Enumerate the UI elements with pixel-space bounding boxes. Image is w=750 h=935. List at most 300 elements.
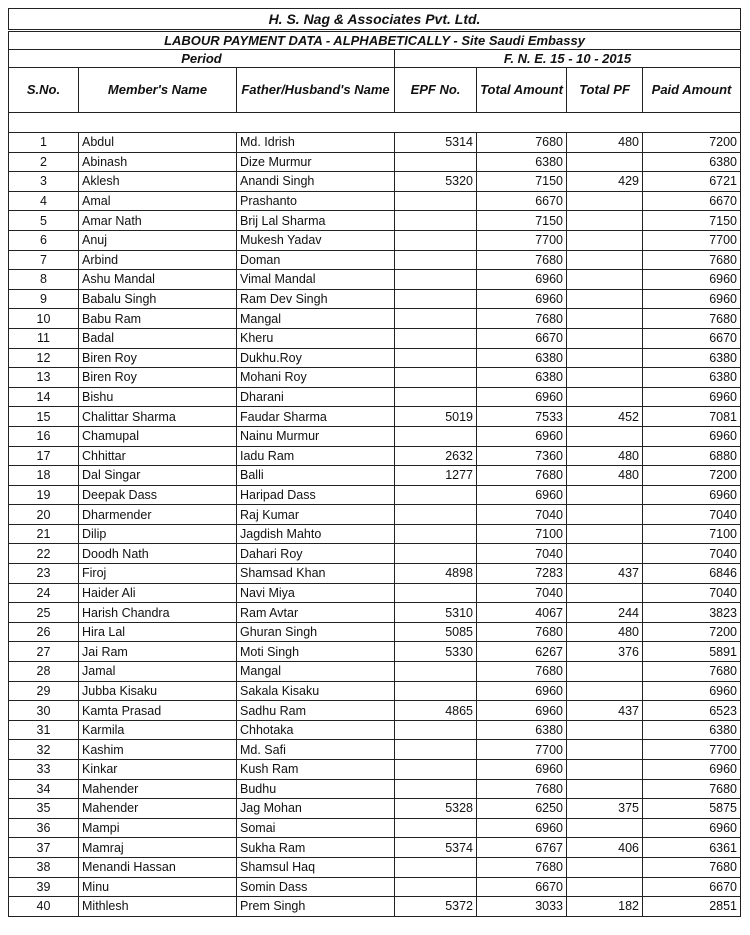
- cell-member-name: Chamupal: [79, 426, 237, 446]
- cell-total-pf: [567, 348, 643, 368]
- cell-total-pf: [567, 740, 643, 760]
- cell-member-name: Badal: [79, 328, 237, 348]
- cell-total-pf: [567, 368, 643, 388]
- cell-paid-amount: 6960: [643, 387, 741, 407]
- cell-father-name: Vimal Mandal: [237, 270, 395, 290]
- cell-epf-no: [395, 544, 477, 564]
- cell-epf-no: [395, 368, 477, 388]
- cell-total-amount: 6250: [477, 799, 567, 819]
- cell-father-name: Raj Kumar: [237, 505, 395, 525]
- cell-member-name: Bishu: [79, 387, 237, 407]
- cell-epf-no: [395, 877, 477, 897]
- cell-total-amount: 7150: [477, 172, 567, 192]
- table-row: [9, 779, 741, 799]
- cell-total-amount: 7680: [477, 309, 567, 329]
- cell-paid-amount: 6960: [643, 760, 741, 780]
- cell-total-pf: 375: [567, 799, 643, 819]
- cell-epf-no: [395, 387, 477, 407]
- cell-sno: 31: [9, 720, 79, 740]
- cell-sno: 12: [9, 348, 79, 368]
- cell-member-name: Mamraj: [79, 838, 237, 858]
- table-row: [9, 603, 741, 623]
- cell-total-amount: 6670: [477, 191, 567, 211]
- cell-epf-no: 5330: [395, 642, 477, 662]
- cell-total-pf: [567, 857, 643, 877]
- cell-father-name: Budhu: [237, 779, 395, 799]
- cell-paid-amount: 3823: [643, 603, 741, 623]
- cell-total-pf: [567, 270, 643, 290]
- cell-member-name: Babu Ram: [79, 309, 237, 329]
- cell-epf-no: [395, 191, 477, 211]
- cell-member-name: Dharmender: [79, 505, 237, 525]
- cell-father-name: Brij Lal Sharma: [237, 211, 395, 231]
- cell-sno: 16: [9, 426, 79, 446]
- cell-epf-no: 5085: [395, 622, 477, 642]
- cell-total-amount: 6380: [477, 720, 567, 740]
- cell-member-name: Ashu Mandal: [79, 270, 237, 290]
- cell-member-name: Chhittar: [79, 446, 237, 466]
- cell-total-amount: 7360: [477, 446, 567, 466]
- cell-father-name: Dize Murmur: [237, 152, 395, 172]
- cell-total-pf: 406: [567, 838, 643, 858]
- cell-sno: 25: [9, 603, 79, 623]
- cell-father-name: Haripad Dass: [237, 485, 395, 505]
- cell-epf-no: [395, 230, 477, 250]
- table-row: [9, 426, 741, 446]
- cell-sno: 28: [9, 662, 79, 682]
- cell-member-name: Dilip: [79, 524, 237, 544]
- table-row: [9, 133, 741, 153]
- cell-sno: 20: [9, 505, 79, 525]
- cell-sno: 4: [9, 191, 79, 211]
- cell-father-name: Kush Ram: [237, 760, 395, 780]
- cell-total-pf: 376: [567, 642, 643, 662]
- table-row: [9, 270, 741, 290]
- cell-total-amount: 7680: [477, 466, 567, 486]
- cell-father-name: Jag Mohan: [237, 799, 395, 819]
- cell-total-amount: 6767: [477, 838, 567, 858]
- cell-father-name: Md. Idrish: [237, 133, 395, 153]
- cell-paid-amount: 7040: [643, 505, 741, 525]
- table-row: [9, 838, 741, 858]
- cell-father-name: Navi Miya: [237, 583, 395, 603]
- cell-epf-no: [395, 289, 477, 309]
- table-row: [9, 446, 741, 466]
- table-row: [9, 328, 741, 348]
- cell-father-name: Ram Avtar: [237, 603, 395, 623]
- period-value: F. N. E. 15 - 10 - 2015: [395, 50, 741, 68]
- cell-total-amount: 7700: [477, 740, 567, 760]
- cell-total-pf: [567, 328, 643, 348]
- cell-sno: 13: [9, 368, 79, 388]
- cell-father-name: Chhotaka: [237, 720, 395, 740]
- cell-paid-amount: 6960: [643, 270, 741, 290]
- cell-sno: 34: [9, 779, 79, 799]
- cell-total-amount: 7680: [477, 133, 567, 153]
- table-row: [9, 544, 741, 564]
- cell-sno: 8: [9, 270, 79, 290]
- cell-total-pf: [567, 289, 643, 309]
- cell-paid-amount: 6670: [643, 191, 741, 211]
- cell-paid-amount: 6380: [643, 368, 741, 388]
- cell-member-name: Chalittar Sharma: [79, 407, 237, 427]
- cell-epf-no: 4898: [395, 564, 477, 584]
- cell-paid-amount: 7680: [643, 309, 741, 329]
- cell-epf-no: 5310: [395, 603, 477, 623]
- cell-total-pf: [567, 250, 643, 270]
- cell-sno: 38: [9, 857, 79, 877]
- cell-paid-amount: 7200: [643, 622, 741, 642]
- cell-total-amount: 7680: [477, 622, 567, 642]
- cell-father-name: Sadhu Ram: [237, 701, 395, 721]
- cell-paid-amount: 6880: [643, 446, 741, 466]
- column-header-row: [9, 68, 741, 113]
- cell-total-pf: [567, 230, 643, 250]
- cell-father-name: Shamsad Khan: [237, 564, 395, 584]
- cell-sno: 30: [9, 701, 79, 721]
- cell-epf-no: [395, 524, 477, 544]
- table-row: [9, 466, 741, 486]
- table-row: [9, 740, 741, 760]
- cell-epf-no: [395, 818, 477, 838]
- cell-paid-amount: 6361: [643, 838, 741, 858]
- cell-member-name: Amal: [79, 191, 237, 211]
- cell-sno: 23: [9, 564, 79, 584]
- cell-sno: 37: [9, 838, 79, 858]
- cell-sno: 15: [9, 407, 79, 427]
- cell-father-name: Somin Dass: [237, 877, 395, 897]
- cell-member-name: Anuj: [79, 230, 237, 250]
- payment-sheet: [8, 8, 740, 932]
- col-header-sno: S.No.: [9, 68, 79, 113]
- cell-member-name: Deepak Dass: [79, 485, 237, 505]
- cell-epf-no: [395, 250, 477, 270]
- cell-father-name: Balli: [237, 466, 395, 486]
- cell-paid-amount: 6960: [643, 485, 741, 505]
- cell-total-pf: [567, 583, 643, 603]
- cell-paid-amount: 7680: [643, 857, 741, 877]
- cell-sno: 27: [9, 642, 79, 662]
- cell-total-amount: 6960: [477, 701, 567, 721]
- cell-member-name: Biren Roy: [79, 368, 237, 388]
- cell-father-name: Kheru: [237, 328, 395, 348]
- cell-paid-amount: 7200: [643, 133, 741, 153]
- cell-sno: 35: [9, 799, 79, 819]
- cell-epf-no: [395, 857, 477, 877]
- cell-father-name: Sukha Ram: [237, 838, 395, 858]
- table-row: [9, 485, 741, 505]
- table-row: [9, 387, 741, 407]
- cell-paid-amount: 6846: [643, 564, 741, 584]
- cell-member-name: Dal Singar: [79, 466, 237, 486]
- cell-paid-amount: 7680: [643, 662, 741, 682]
- table-row: [9, 760, 741, 780]
- cell-epf-no: [395, 309, 477, 329]
- cell-sno: 10: [9, 309, 79, 329]
- cell-member-name: Babalu Singh: [79, 289, 237, 309]
- cell-total-amount: 6960: [477, 760, 567, 780]
- cell-epf-no: [395, 720, 477, 740]
- cell-father-name: Mangal: [237, 662, 395, 682]
- cell-total-amount: 6380: [477, 348, 567, 368]
- cell-total-amount: 7283: [477, 564, 567, 584]
- cell-total-amount: 7680: [477, 662, 567, 682]
- cell-paid-amount: 7680: [643, 250, 741, 270]
- cell-epf-no: [395, 760, 477, 780]
- cell-member-name: Mahender: [79, 799, 237, 819]
- cell-epf-no: [395, 426, 477, 446]
- table-row: [9, 172, 741, 192]
- cell-paid-amount: 6670: [643, 328, 741, 348]
- cell-total-pf: 480: [567, 446, 643, 466]
- cell-total-amount: 6960: [477, 681, 567, 701]
- col-header-member-name: Member's Name: [79, 68, 237, 113]
- cell-sno: 36: [9, 818, 79, 838]
- cell-father-name: Nainu Murmur: [237, 426, 395, 446]
- cell-paid-amount: 5875: [643, 799, 741, 819]
- cell-epf-no: 1277: [395, 466, 477, 486]
- cell-paid-amount: 6960: [643, 426, 741, 446]
- cell-total-pf: 244: [567, 603, 643, 623]
- cell-paid-amount: 6670: [643, 877, 741, 897]
- cell-member-name: Haider Ali: [79, 583, 237, 603]
- table-row: [9, 348, 741, 368]
- cell-total-amount: 7150: [477, 211, 567, 231]
- cell-paid-amount: 6960: [643, 289, 741, 309]
- cell-member-name: Harish Chandra: [79, 603, 237, 623]
- cell-father-name: Mangal: [237, 309, 395, 329]
- cell-father-name: Faudar Sharma: [237, 407, 395, 427]
- cell-epf-no: 4865: [395, 701, 477, 721]
- cell-total-amount: 7100: [477, 524, 567, 544]
- cell-epf-no: 5019: [395, 407, 477, 427]
- cell-member-name: Jamal: [79, 662, 237, 682]
- cell-total-pf: 452: [567, 407, 643, 427]
- cell-member-name: Kashim: [79, 740, 237, 760]
- table-row: [9, 857, 741, 877]
- table-row: [9, 524, 741, 544]
- cell-epf-no: 5320: [395, 172, 477, 192]
- cell-epf-no: [395, 583, 477, 603]
- cell-total-pf: [567, 387, 643, 407]
- cell-total-pf: [567, 544, 643, 564]
- table-row: [9, 818, 741, 838]
- cell-paid-amount: 6380: [643, 348, 741, 368]
- cell-paid-amount: 7150: [643, 211, 741, 231]
- table-row: [9, 505, 741, 525]
- blank-spacer-row: [9, 113, 741, 133]
- cell-member-name: Mithlesh: [79, 897, 237, 917]
- cell-sno: 29: [9, 681, 79, 701]
- cell-member-name: Doodh Nath: [79, 544, 237, 564]
- cell-father-name: Shamsul Haq: [237, 857, 395, 877]
- cell-total-pf: [567, 485, 643, 505]
- cell-epf-no: 5372: [395, 897, 477, 917]
- cell-total-pf: [567, 191, 643, 211]
- col-header-epf-no: EPF No.: [395, 68, 477, 113]
- cell-total-pf: [567, 426, 643, 446]
- table-row: [9, 622, 741, 642]
- cell-father-name: Dukhu.Roy: [237, 348, 395, 368]
- cell-father-name: Ghuran Singh: [237, 622, 395, 642]
- table-row: [9, 701, 741, 721]
- cell-father-name: Sakala Kisaku: [237, 681, 395, 701]
- cell-total-amount: 6960: [477, 485, 567, 505]
- cell-total-pf: 480: [567, 622, 643, 642]
- cell-paid-amount: 6380: [643, 152, 741, 172]
- cell-total-pf: 437: [567, 701, 643, 721]
- cell-sno: 39: [9, 877, 79, 897]
- cell-total-pf: 437: [567, 564, 643, 584]
- cell-paid-amount: 6380: [643, 720, 741, 740]
- cell-sno: 24: [9, 583, 79, 603]
- cell-epf-no: [395, 270, 477, 290]
- period-label: Period: [9, 50, 395, 68]
- table-row: [9, 720, 741, 740]
- cell-father-name: Moti Singh: [237, 642, 395, 662]
- cell-father-name: Somai: [237, 818, 395, 838]
- cell-father-name: Dahari Roy: [237, 544, 395, 564]
- table-row: [9, 289, 741, 309]
- cell-total-pf: [567, 211, 643, 231]
- cell-total-amount: 7040: [477, 544, 567, 564]
- cell-sno: 33: [9, 760, 79, 780]
- cell-sno: 19: [9, 485, 79, 505]
- cell-total-amount: 7040: [477, 583, 567, 603]
- cell-total-pf: 182: [567, 897, 643, 917]
- cell-father-name: Mukesh Yadav: [237, 230, 395, 250]
- period-row: [9, 50, 741, 68]
- cell-total-pf: 480: [567, 133, 643, 153]
- cell-member-name: Kinkar: [79, 760, 237, 780]
- cell-total-amount: 7533: [477, 407, 567, 427]
- cell-father-name: Prashanto: [237, 191, 395, 211]
- cell-total-pf: [567, 818, 643, 838]
- cell-sno: 40: [9, 897, 79, 917]
- table-row: [9, 897, 741, 917]
- table-row: [9, 211, 741, 231]
- cell-total-amount: 3033: [477, 897, 567, 917]
- cell-member-name: Jai Ram: [79, 642, 237, 662]
- company-row: [9, 9, 741, 31]
- cell-epf-no: [395, 505, 477, 525]
- cell-epf-no: 2632: [395, 446, 477, 466]
- cell-sno: 2: [9, 152, 79, 172]
- cell-sno: 26: [9, 622, 79, 642]
- cell-epf-no: [395, 779, 477, 799]
- cell-epf-no: [395, 211, 477, 231]
- cell-total-amount: 6960: [477, 289, 567, 309]
- cell-sno: 9: [9, 289, 79, 309]
- table-row: [9, 230, 741, 250]
- cell-member-name: Firoj: [79, 564, 237, 584]
- cell-sno: 18: [9, 466, 79, 486]
- cell-total-amount: 7680: [477, 779, 567, 799]
- cell-total-pf: [567, 309, 643, 329]
- cell-father-name: Prem Singh: [237, 897, 395, 917]
- table-row: [9, 309, 741, 329]
- cell-member-name: Minu: [79, 877, 237, 897]
- cell-sno: 3: [9, 172, 79, 192]
- cell-total-amount: 6380: [477, 368, 567, 388]
- cell-total-pf: [567, 779, 643, 799]
- cell-epf-no: [395, 348, 477, 368]
- cell-total-pf: 480: [567, 466, 643, 486]
- cell-paid-amount: 6523: [643, 701, 741, 721]
- cell-member-name: Arbind: [79, 250, 237, 270]
- cell-epf-no: [395, 152, 477, 172]
- cell-total-amount: 6960: [477, 818, 567, 838]
- col-header-total-pf: Total PF: [567, 68, 643, 113]
- cell-paid-amount: 5891: [643, 642, 741, 662]
- cell-total-amount: 7680: [477, 250, 567, 270]
- cell-paid-amount: 7081: [643, 407, 741, 427]
- cell-epf-no: [395, 662, 477, 682]
- cell-father-name: Ram Dev Singh: [237, 289, 395, 309]
- table-row: [9, 642, 741, 662]
- cell-member-name: Abinash: [79, 152, 237, 172]
- cell-total-pf: [567, 505, 643, 525]
- cell-total-amount: 4067: [477, 603, 567, 623]
- cell-epf-no: [395, 485, 477, 505]
- table-row: [9, 152, 741, 172]
- cell-sno: 6: [9, 230, 79, 250]
- cell-member-name: Menandi Hassan: [79, 857, 237, 877]
- cell-sno: 32: [9, 740, 79, 760]
- cell-sno: 21: [9, 524, 79, 544]
- cell-total-amount: 6670: [477, 328, 567, 348]
- cell-father-name: Jagdish Mahto: [237, 524, 395, 544]
- cell-epf-no: 5314: [395, 133, 477, 153]
- cell-total-pf: [567, 524, 643, 544]
- cell-total-amount: 6960: [477, 426, 567, 446]
- cell-total-amount: 6960: [477, 387, 567, 407]
- cell-member-name: Abdul: [79, 133, 237, 153]
- table-row: [9, 368, 741, 388]
- cell-sno: 22: [9, 544, 79, 564]
- cell-total-amount: 7700: [477, 230, 567, 250]
- cell-total-amount: 7040: [477, 505, 567, 525]
- cell-paid-amount: 2851: [643, 897, 741, 917]
- labour-payment-table: [8, 8, 741, 917]
- cell-total-amount: 6960: [477, 270, 567, 290]
- table-row: [9, 681, 741, 701]
- cell-epf-no: [395, 328, 477, 348]
- report-title: LABOUR PAYMENT DATA - ALPHABETICALLY - Site Saudi Embassy: [9, 31, 741, 50]
- cell-paid-amount: 7040: [643, 583, 741, 603]
- table-row: [9, 191, 741, 211]
- cell-total-pf: [567, 720, 643, 740]
- cell-member-name: Mahender: [79, 779, 237, 799]
- cell-sno: 5: [9, 211, 79, 231]
- cell-paid-amount: 7040: [643, 544, 741, 564]
- cell-sno: 14: [9, 387, 79, 407]
- cell-paid-amount: 7100: [643, 524, 741, 544]
- cell-paid-amount: 7680: [643, 779, 741, 799]
- cell-epf-no: 5328: [395, 799, 477, 819]
- cell-member-name: Hira Lal: [79, 622, 237, 642]
- cell-father-name: Md. Safi: [237, 740, 395, 760]
- table-row: [9, 407, 741, 427]
- cell-father-name: Mohani Roy: [237, 368, 395, 388]
- cell-total-pf: [567, 152, 643, 172]
- cell-member-name: Karmila: [79, 720, 237, 740]
- cell-paid-amount: 7200: [643, 466, 741, 486]
- cell-father-name: Doman: [237, 250, 395, 270]
- cell-member-name: Biren Roy: [79, 348, 237, 368]
- cell-epf-no: [395, 681, 477, 701]
- cell-paid-amount: 6721: [643, 172, 741, 192]
